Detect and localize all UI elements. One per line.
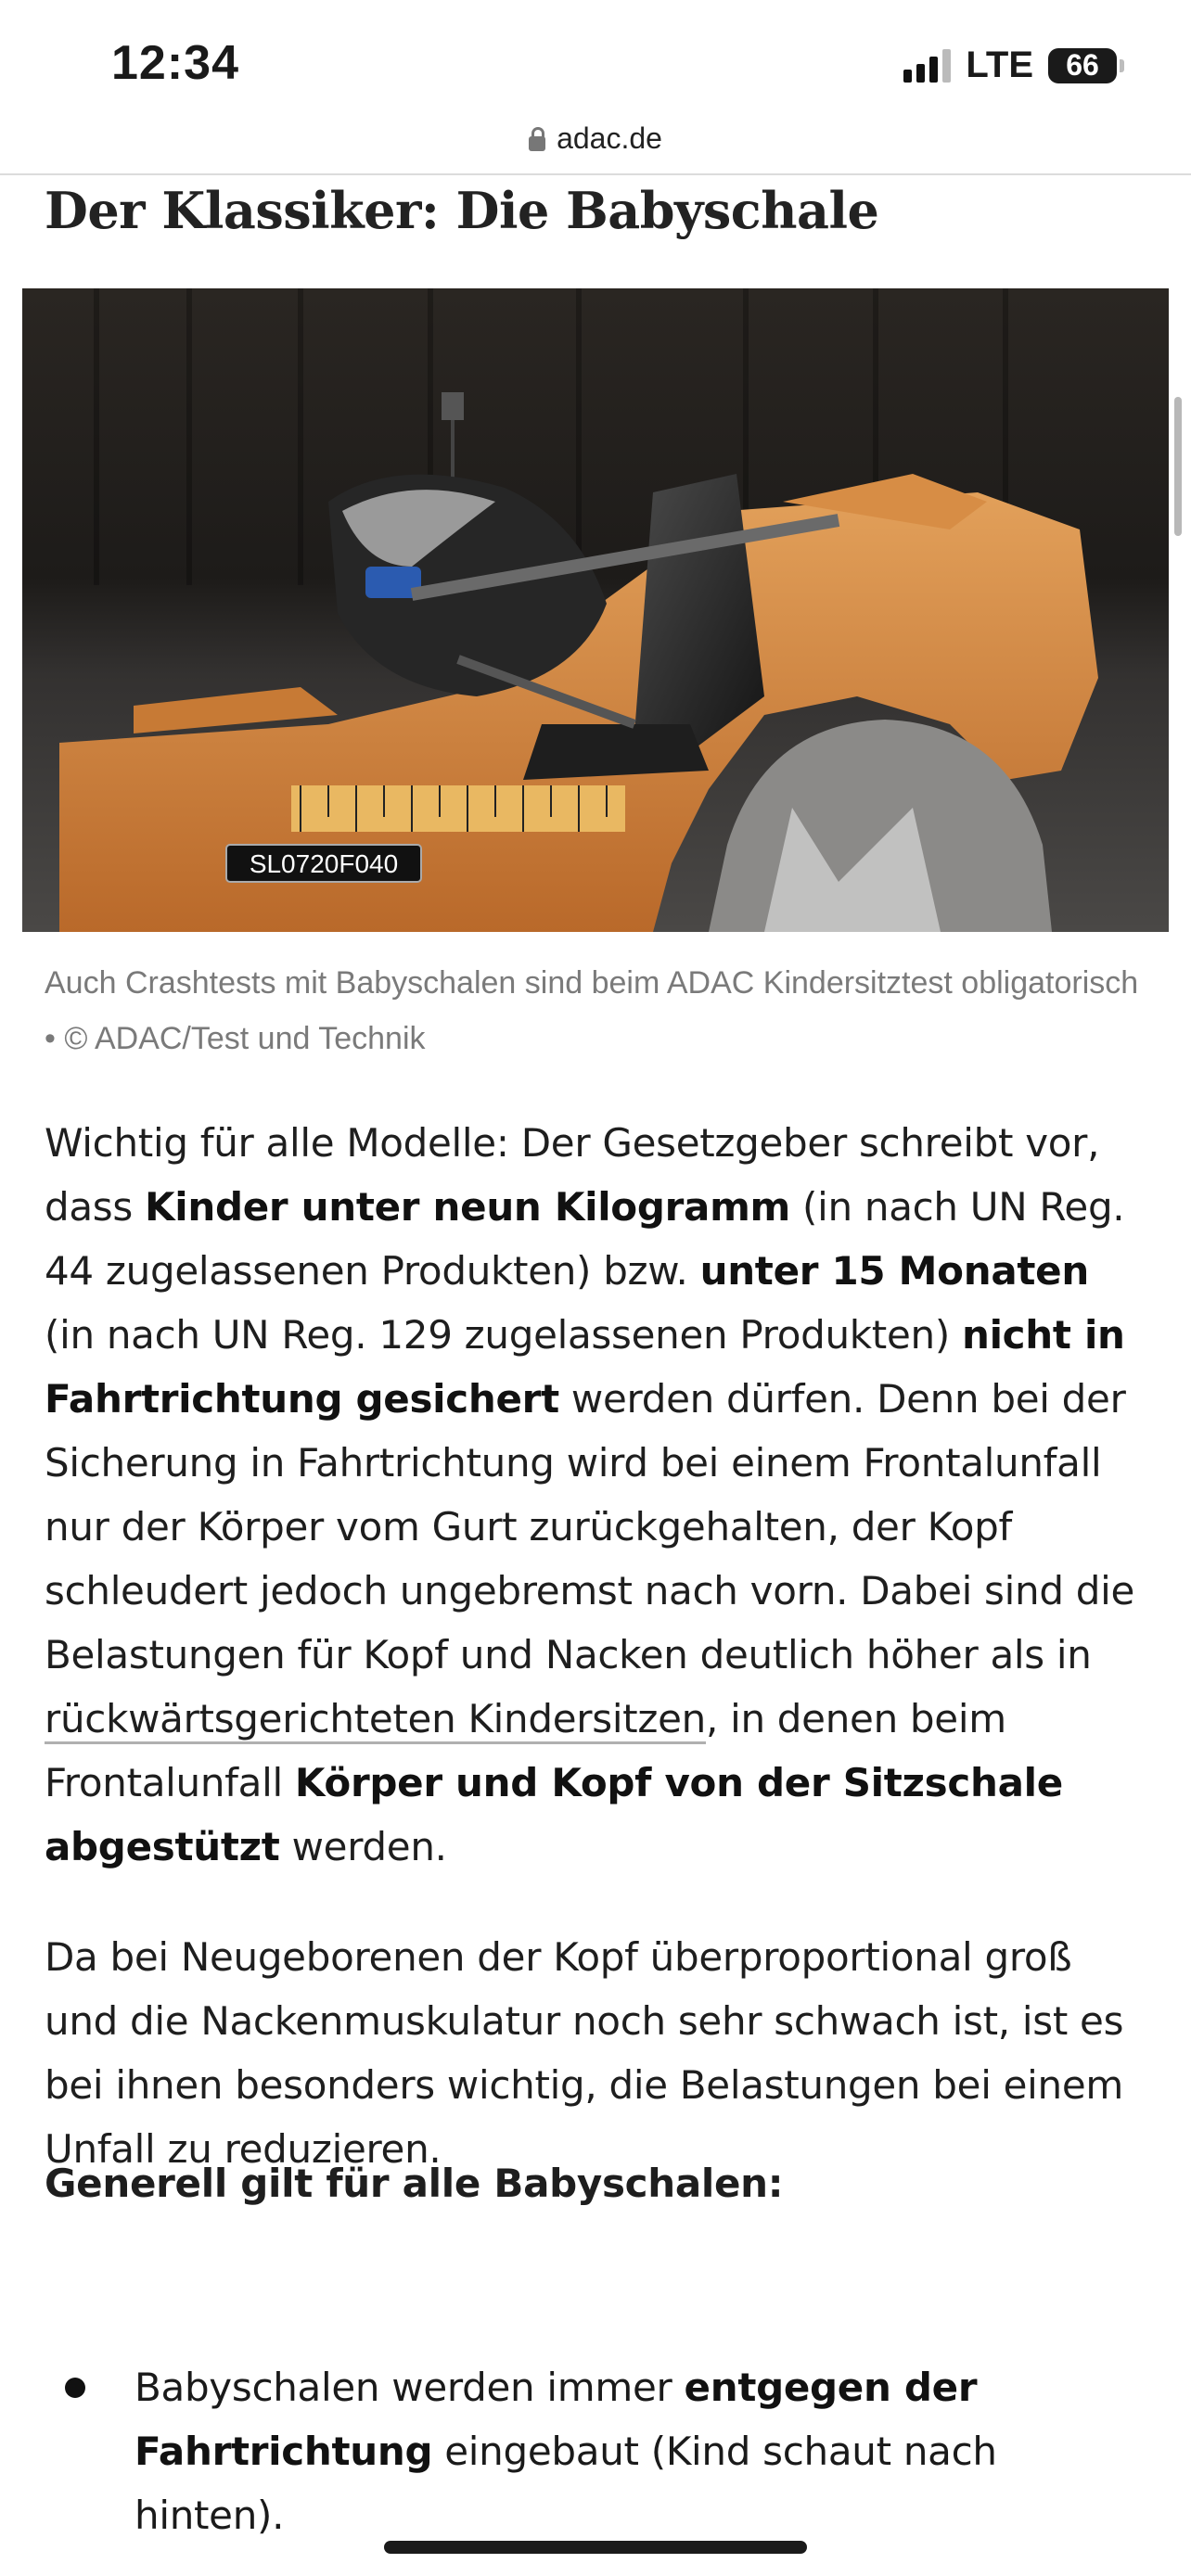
emphasis-text: entgegen der Fahrtrichtung <box>134 2365 978 2474</box>
status-indicators <box>903 45 1117 86</box>
emphasis-text: nicht in Fahrtrichtung gesichert <box>45 1312 1125 1422</box>
image-plate-label: SL0720F040 <box>249 849 399 878</box>
emphasis-text: Körper und Kopf von der Sitzschale abgestützt <box>45 1760 1063 1869</box>
status-time: 12:34 <box>111 36 239 90</box>
list-intro: Generell gilt für alle Babyschalen: <box>45 2161 784 2206</box>
battery-level: 66 <box>1066 48 1099 82</box>
emphasis-text: Kinder unter neun Kilogramm <box>145 1184 790 1230</box>
bullet-icon <box>65 2378 85 2398</box>
section-heading: Der Klassiker: Die Babyschale <box>45 181 879 240</box>
body-paragraph-1 <box>45 1111 1148 1879</box>
url-domain[interactable]: adac.de <box>557 121 662 155</box>
text-run: werden dürfen. Denn bei der Sicherung in Fahrtrichtung wird bei einem Frontalunfall nur der Körper vom Gurt zurückgehalten, der Kopf schleudert jedoch ungebremst nach vorn. Dabei sind die Belastungen für Kopf und Nacken deutlich höher als in <box>45 1376 1134 1677</box>
text-run: , in denen beim Frontalunfall <box>45 1696 1006 1805</box>
crash-test-photo <box>22 288 1169 932</box>
body-paragraph-2: Da bei Neugeborenen der Kopf überproportional groß und die Nackenmuskulatur noch sehr schwach ist, ist es bei ihnen besonders wichtig, die Belastungen bei einem Unfall zu reduzieren. <box>45 1934 1124 2172</box>
text-run: Wichtig für alle Modelle: Der Gesetzgeber schreibt vor, dass <box>45 1120 1100 1230</box>
text-run: (in nach UN Reg. 44 zugelassenen Produkten) bzw. <box>45 1184 1125 1294</box>
text-run: eingebaut (Kind schaut nach hinten). <box>134 2429 997 2538</box>
home-indicator[interactable] <box>384 2541 807 2554</box>
scrollbar[interactable] <box>1174 397 1182 536</box>
network-label: LTE <box>966 45 1033 85</box>
text-run: werden. <box>279 1824 447 1869</box>
address-bar[interactable] <box>0 111 1191 165</box>
text-run: Babyschalen werden immer <box>134 2365 685 2410</box>
battery-icon <box>1048 48 1117 83</box>
status-bar <box>0 0 1191 130</box>
text-run: (in nach UN Reg. 129 zugelassenen Produkten) <box>45 1312 962 1358</box>
toolbar-divider <box>0 173 1191 175</box>
emphasis-text: unter 15 Monaten <box>699 1248 1089 1294</box>
image-caption: Auch Crashtests mit Babyschalen sind beim ADAC Kindersitztest obligatorisch • © ADAC/Test und Technik <box>45 965 1139 1056</box>
lock-icon <box>529 136 545 151</box>
inline-link[interactable]: rückwärtsgerichteten Kindersitzen <box>45 1696 706 1744</box>
list-item-text <box>134 2355 1118 2547</box>
signal-icon <box>903 49 951 83</box>
